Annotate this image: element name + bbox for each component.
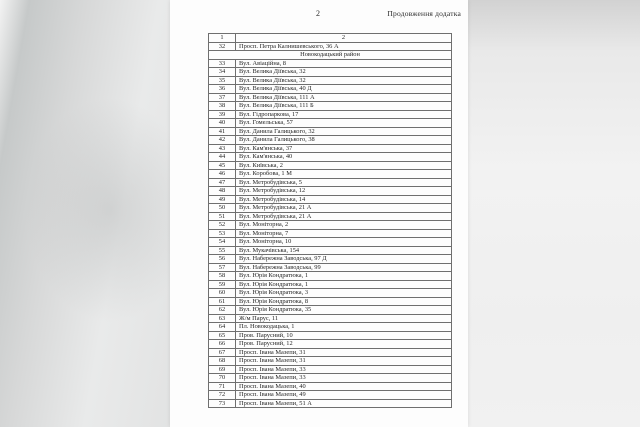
row-number-cell: 70 [209,374,236,383]
table-row [209,170,452,179]
table-row [209,357,452,366]
table-row [209,119,452,128]
row-number-cell: 71 [209,382,236,391]
table-header-row [209,34,452,43]
row-number-cell: 50 [209,204,236,213]
table-row [209,238,452,247]
row-number-cell: 51 [209,212,236,221]
row-number-cell: 32 [209,42,236,51]
address-cell: Вул. Данила Галицького, 32 [236,127,452,136]
row-number-cell: 53 [209,229,236,238]
table-row [209,195,452,204]
table-row [209,178,452,187]
row-number-cell: 35 [209,76,236,85]
address-cell: Пл. Новокодацька, 1 [236,323,452,332]
row-number-cell: 47 [209,178,236,187]
address-cell: Вул. Київська, 2 [236,161,452,170]
table-row [209,229,452,238]
address-table-body [209,42,452,408]
address-cell: Вул. Гомельська, 57 [236,119,452,128]
row-number-cell: 55 [209,246,236,255]
row-number-cell: 65 [209,331,236,340]
table-row [209,161,452,170]
address-cell: Вул. Юрія Кондратюка, 3 [236,289,452,298]
row-number-cell: 69 [209,365,236,374]
address-cell: Ж/м Парус, 11 [236,314,452,323]
table-row [209,374,452,383]
address-cell: Просп. Івана Мазепи, 33 [236,374,452,383]
table-row [209,144,452,153]
row-number-cell: 52 [209,221,236,230]
row-number-cell: 37 [209,93,236,102]
address-cell: Вул. Набережна Заводська, 97 Д [236,255,452,264]
address-cell: Вул. Набережна Заводська, 99 [236,263,452,272]
table-row [209,323,452,332]
address-cell: Вул. Моніторна, 7 [236,229,452,238]
address-cell: Вул. Гідропаркова, 17 [236,110,452,119]
table-row [209,340,452,349]
table-row [209,93,452,102]
row-number-cell: 59 [209,280,236,289]
table-row [209,212,452,221]
address-cell: Вул. Моніторна, 10 [236,238,452,247]
address-cell: Вул. Кам'янська, 37 [236,144,452,153]
address-cell: Вул. Велика Діївська, 111 А [236,93,452,102]
table-row [209,348,452,357]
row-number-cell: 73 [209,399,236,408]
address-cell: Вул. Велика Діївська, 111 Б [236,102,452,111]
row-number-cell: 46 [209,170,236,179]
row-number-cell: 61 [209,297,236,306]
table-row [209,314,452,323]
column-header-1: 1 [209,34,236,43]
address-cell: Вул. Метробудівська, 12 [236,187,452,196]
address-cell: Просп. Івана Мазепи, 33 [236,365,452,374]
address-cell: Вул. Велика Діївська, 32 [236,68,452,77]
row-number-cell: 49 [209,195,236,204]
column-header-2: 2 [236,34,452,43]
row-number-cell: 57 [209,263,236,272]
address-cell: Вул. Велика Діївська, 40 Д [236,85,452,94]
row-number-cell: 60 [209,289,236,298]
row-number-cell: 48 [209,187,236,196]
blurred-backdrop-right [468,0,640,427]
page-number: 2 [316,9,320,18]
table-row [209,391,452,400]
address-cell: Пров. Парусний, 12 [236,340,452,349]
address-cell: Вул. Юрія Кондратюка, 8 [236,297,452,306]
table-row [209,297,452,306]
row-number-cell: 68 [209,357,236,366]
table-row [209,59,452,68]
address-cell: Просп. Івана Мазепи, 31 [236,348,452,357]
address-cell: Вул. Метробудівська, 21 А [236,204,452,213]
address-cell: Вул. Велика Діївська, 32 [236,76,452,85]
table-row [209,280,452,289]
address-cell: Вул. Метробудівська, 21 А [236,212,452,221]
address-cell: Просп. Івана Мазепи, 49 [236,391,452,400]
table-row [209,187,452,196]
table-row [209,68,452,77]
address-cell: Вул. Юрія Кондратюка, 1 [236,272,452,281]
address-cell: Вул. Метробудівська, 5 [236,178,452,187]
table-row [209,110,452,119]
address-cell: Вул. Авіаційна, 8 [236,59,452,68]
row-number-cell: 66 [209,340,236,349]
table-row [209,306,452,315]
address-cell: Пров. Парусний, 10 [236,331,452,340]
table-row [209,221,452,230]
address-cell: Просп. Петра Калнишевського, 36 А [236,42,452,51]
table-row [209,272,452,281]
address-cell: Вул. Мукачівська, 154 [236,246,452,255]
row-number-cell: 67 [209,348,236,357]
district-section-row [209,51,452,60]
table-row [209,365,452,374]
address-cell: Просп. Івана Мазепи, 40 [236,382,452,391]
scanned-page [170,0,468,427]
row-number-cell: 38 [209,102,236,111]
row-number-cell: 34 [209,68,236,77]
address-cell: Вул. Данила Галицького, 38 [236,136,452,145]
row-number-cell: 63 [209,314,236,323]
address-cell: Просп. Івана Мазепи, 31 [236,357,452,366]
district-section-title: Новокодацький район [209,51,452,60]
table-row [209,42,452,51]
row-number-cell: 33 [209,59,236,68]
table-row [209,331,452,340]
continuation-label: Продовження додатка [387,9,461,18]
table-row [209,76,452,85]
table-row [209,399,452,408]
row-number-cell: 54 [209,238,236,247]
address-table [208,33,452,408]
row-number-cell: 56 [209,255,236,264]
row-number-cell: 62 [209,306,236,315]
table-row [209,289,452,298]
table-row [209,85,452,94]
address-cell: Вул. Моніторна, 2 [236,221,452,230]
row-number-cell: 36 [209,85,236,94]
row-number-cell: 72 [209,391,236,400]
table-row [209,204,452,213]
address-cell: Вул. Кам'янська, 40 [236,153,452,162]
row-number-cell: 44 [209,153,236,162]
row-number-cell: 43 [209,144,236,153]
address-cell: Вул. Метробудівська, 14 [236,195,452,204]
table-row [209,382,452,391]
row-number-cell: 39 [209,110,236,119]
address-cell: Вул. Юрія Кондратюка, 35 [236,306,452,315]
table-row [209,263,452,272]
table-row [209,102,452,111]
address-cell: Вул. Коробова, 1 М [236,170,452,179]
table-row [209,136,452,145]
row-number-cell: 40 [209,119,236,128]
blurred-backdrop-left [0,0,170,427]
row-number-cell: 41 [209,127,236,136]
row-number-cell: 42 [209,136,236,145]
row-number-cell: 58 [209,272,236,281]
table-row [209,246,452,255]
address-cell: Вул. Юрія Кондратюка, 1 [236,280,452,289]
row-number-cell: 45 [209,161,236,170]
address-cell: Просп. Івана Мазепи, 51 А [236,399,452,408]
table-row [209,127,452,136]
row-number-cell: 64 [209,323,236,332]
table-row [209,255,452,264]
table-row [209,153,452,162]
